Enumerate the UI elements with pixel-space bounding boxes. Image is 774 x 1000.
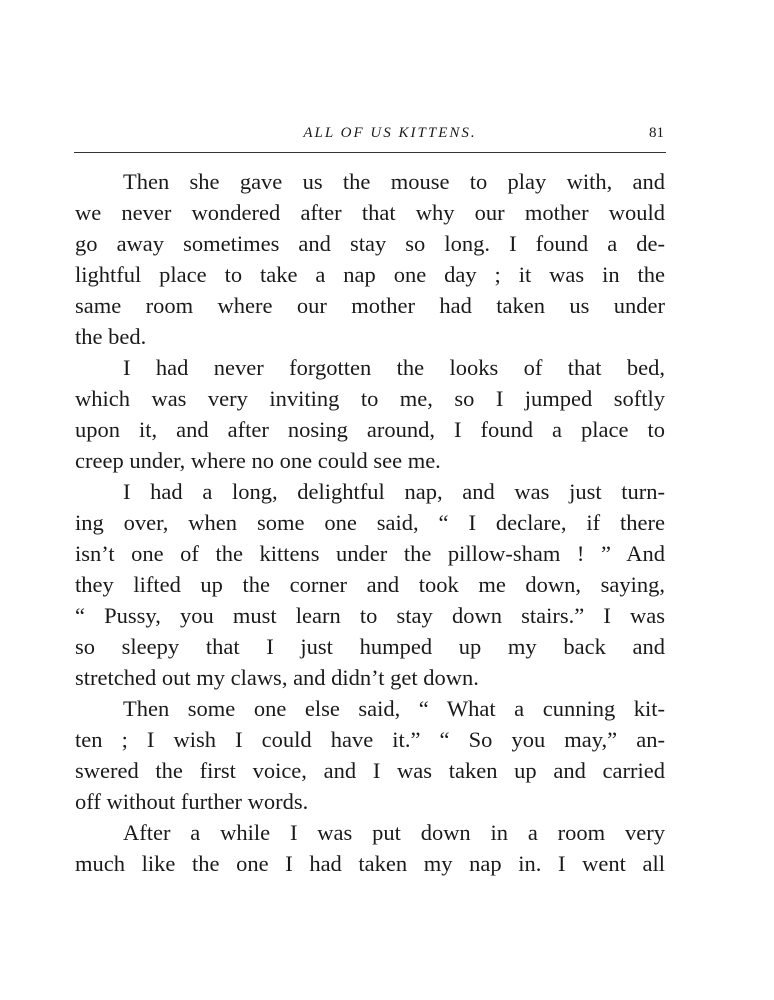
text-line: much like the one I had taken my nap in. I went all [75, 851, 665, 876]
text-line: “ Pussy, you must learn to stay down stairs.” I was [75, 603, 665, 628]
text-line: Then she gave us the mouse to play with, and [123, 169, 665, 194]
text-line: same room where our mother had taken us under [75, 293, 665, 318]
text-line: so sleepy that I just humped up my back and [75, 634, 665, 659]
text-line: upon it, and after nosing around, I found a place to [75, 417, 665, 442]
text-line: Then some one else said, “ What a cunning kit- [123, 696, 665, 721]
page-number: 81 [649, 125, 664, 141]
body-text [75, 166, 665, 879]
text-line: which was very inviting to me, so I jumped softly [75, 386, 665, 411]
header-rule [74, 152, 666, 153]
text-line: ing over, when some one said, “ I declare, if there [75, 510, 665, 535]
text-line: go away sometimes and stay so long. I found a de- [75, 231, 665, 256]
text-line: After a while I was put down in a room very [123, 820, 665, 845]
text-line: I had never forgotten the looks of that bed, [123, 355, 665, 380]
text-line: off without further words. [75, 789, 309, 814]
text-line: creep under, where no one could see me. [75, 448, 441, 473]
text-line: they lifted up the corner and took me down, saying, [75, 572, 665, 597]
text-line: the bed. [75, 324, 147, 349]
text-line: lightful place to take a nap one day ; it was in the [75, 262, 665, 287]
text-line: I had a long, delightful nap, and was just turn- [123, 479, 665, 504]
text-line: ten ; I wish I could have it.” “ So you may,” an- [75, 727, 665, 752]
text-line: we never wondered after that why our mother would [75, 200, 665, 225]
running-head [74, 125, 666, 149]
text-line: swered the first voice, and I was taken up and carried [75, 758, 665, 783]
text-line: stretched out my claws, and didn’t get down. [75, 665, 479, 690]
running-title: ALL OF US KITTENS. [303, 125, 477, 141]
text-line: isn’t one of the kittens under the pillow-sham ! ” And [75, 541, 665, 566]
